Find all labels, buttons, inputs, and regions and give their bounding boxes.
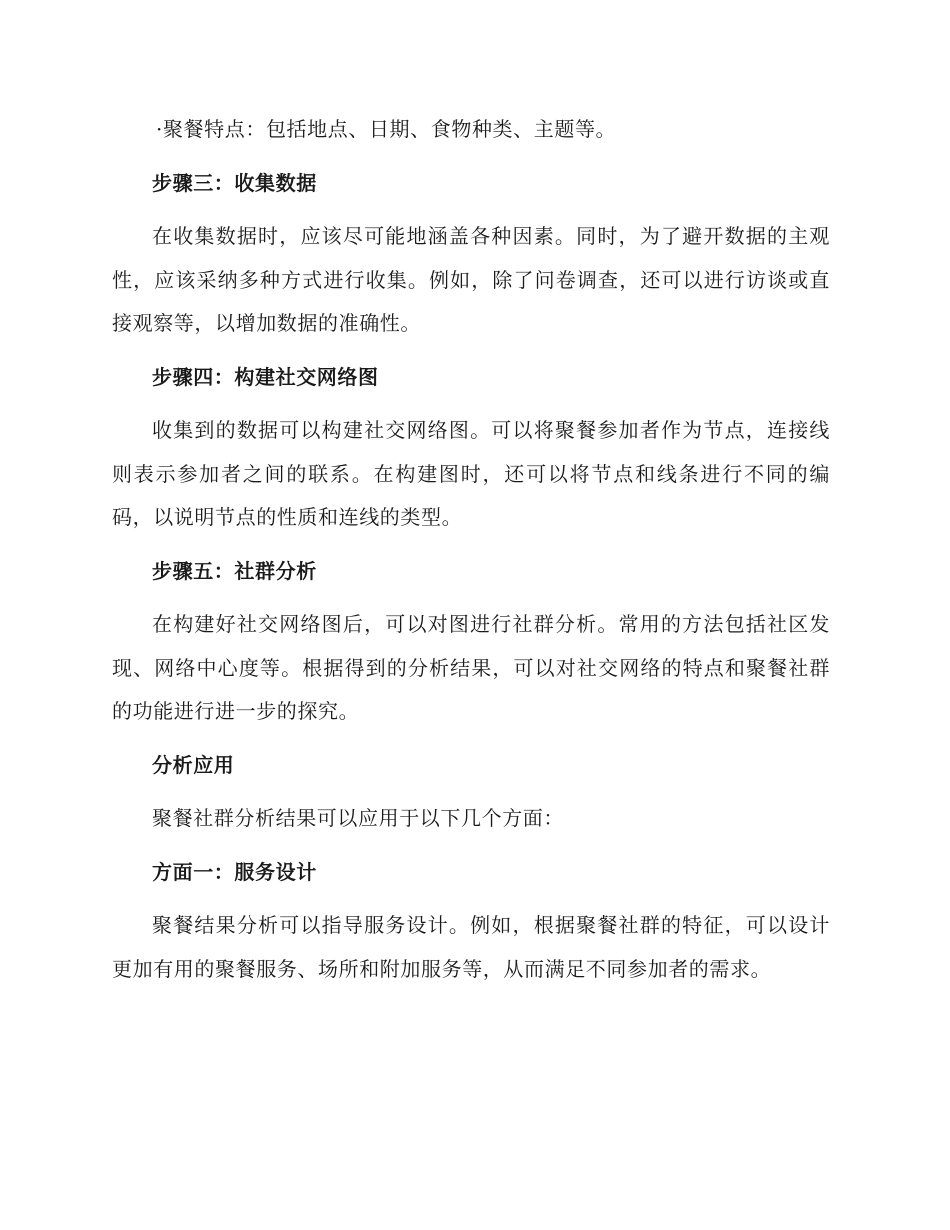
- bullet-item-dining-features: ·聚餐特点：包括地点、日期、食物种类、主题等。: [156, 117, 617, 141]
- step3-paragraph: 在收集数据时，应该尽可能地涵盖各种因素。同时，为了避开数据的主观性，应该采纳多种方式进行收集。例如，除了问卷调查，还可以进行访谈或直接观察等，以增加数据的准确性。: [112, 224, 830, 335]
- step4-paragraph: 收集到的数据可以构建社交网络图。可以将聚餐参加者作为节点，连接线则表示参加者之间的联系。在构建图时，还可以将节点和线条进行不同的编码，以说明节点的性质和连线的类型。: [112, 418, 830, 529]
- step5-paragraph: 在构建好社交网络图后，可以对图进行社群分析。常用的方法包括社区发现、网络中心度等。根据得到的分析结果，可以对社交网络的特点和聚餐社群的功能进行进一步的探究。: [112, 612, 830, 723]
- step4-heading: 步骤四：构建社交网络图: [152, 364, 379, 389]
- step3-heading: 步骤三：收集数据: [152, 170, 317, 195]
- document-page: [112, 108, 830, 991]
- application-intro: 聚餐社群分析结果可以应用于以下几个方面：: [152, 806, 564, 830]
- aspect1-paragraph: 聚餐结果分析可以指导服务设计。例如，根据聚餐社群的特征，可以设计更加有用的聚餐服务、场所和附加服务等，从而满足不同参加者的需求。: [112, 913, 830, 981]
- aspect1-heading: 方面一：服务设计: [152, 859, 317, 884]
- application-heading: 分析应用: [152, 752, 235, 777]
- step5-heading: 步骤五：社群分析: [152, 558, 317, 583]
